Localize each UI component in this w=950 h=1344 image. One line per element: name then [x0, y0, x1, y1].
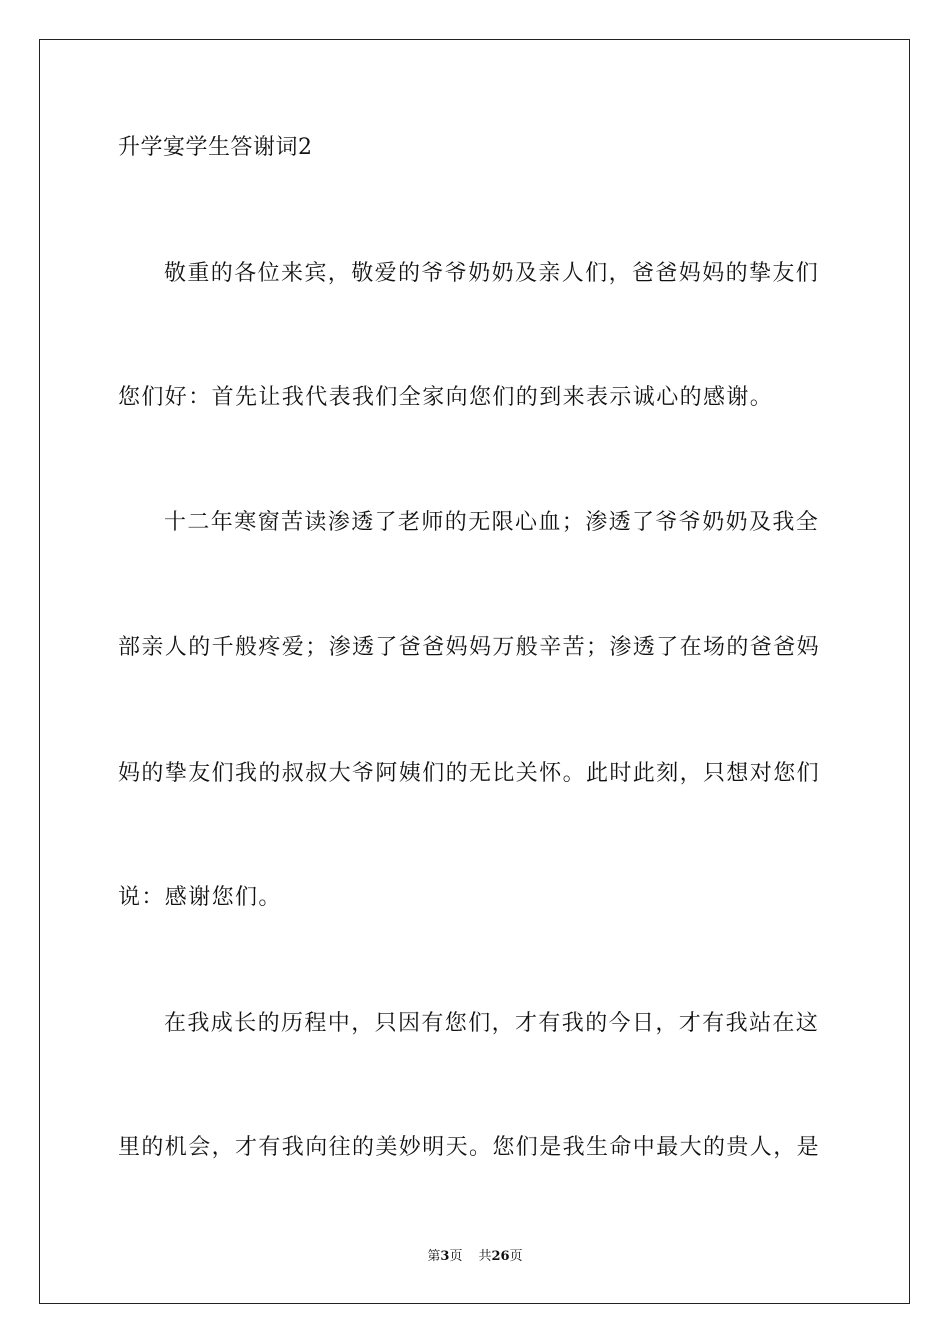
paragraph-line-4: 部亲人的千般疼爱；渗透了爸爸妈妈万般辛苦；渗透了在场的爸爸妈 [118, 635, 821, 660]
paragraph-line-3: 十二年寒窗苦读渗透了老师的无限心血；渗透了爷爷奶奶及我全 [164, 510, 820, 535]
paragraph-line-6: 说：感谢您们。 [118, 885, 282, 910]
page-footer [0, 1248, 950, 1266]
page-border [39, 39, 910, 1304]
total-suffix: 页 [509, 1249, 523, 1264]
document-title: 升学宴学生答谢词2 [118, 135, 313, 160]
paragraph-line-1: 敬重的各位来宾，敬爱的爷爷奶奶及亲人们，爸爸妈妈的挚友们 [164, 261, 820, 286]
total-pages: 26 [491, 1249, 510, 1264]
total-prefix: 共 [478, 1249, 492, 1264]
paragraph-line-5: 妈的挚友们我的叔叔大爷阿姨们的无比关怀。此时此刻，只想对您们 [118, 761, 821, 786]
paragraph-line-7: 在我成长的历程中，只因有您们，才有我的今日，才有我站在这 [164, 1011, 820, 1036]
paragraph-line-8: 里的机会，才有我向往的美妙明天。您们是我生命中最大的贵人，是 [118, 1135, 821, 1160]
paragraph-line-2: 您们好：首先让我代表我们全家向您们的到来表示诚心的感谢。 [118, 385, 774, 410]
page-prefix: 第 [427, 1249, 441, 1264]
page-number: 3 [440, 1249, 450, 1264]
page-suffix: 页 [449, 1249, 463, 1264]
